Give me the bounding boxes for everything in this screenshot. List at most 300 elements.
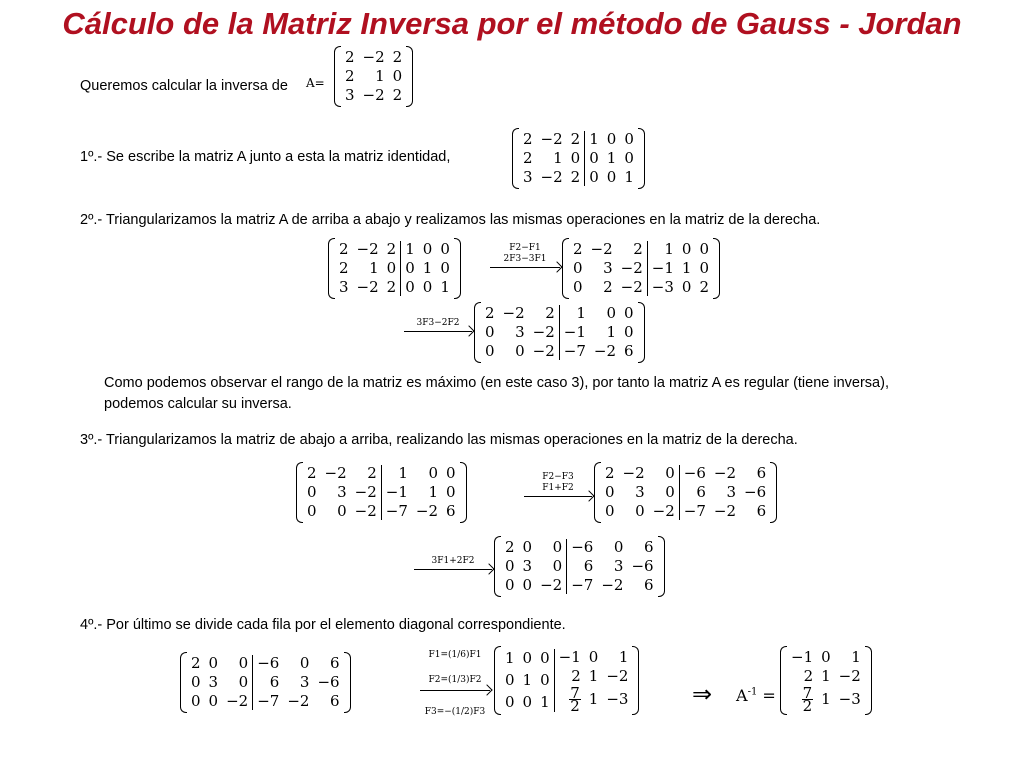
op-step3b: 3F1+2F2 [431,556,475,566]
matrix-cell: 3 [603,259,613,277]
right-bracket [406,46,413,107]
matrix-cell: −2 [354,502,377,520]
matrix-table [567,538,657,595]
matrix-row [501,557,566,576]
op-step3a-2: F1+F2 [542,483,574,493]
matrix-cell: −7 [385,502,408,520]
matrix-cell: 1 [588,667,599,685]
matrix-cell: 0 [422,278,433,296]
matrix-cell: 6 [624,342,634,360]
matrix-table [555,648,633,713]
matrix-row [335,240,400,259]
matrix-row [382,483,460,502]
matrix-cell: −3 [838,690,861,708]
matrix-row [648,240,713,259]
matrix-row [501,648,554,670]
matrix-table [335,240,400,297]
matrix-cell: −2 [713,464,737,482]
matrix-step2-start [328,238,461,299]
matrix-cell: 1 [851,648,861,666]
matrix-cell: 0 [238,673,249,691]
matrix-cell: 1 [369,259,379,277]
right-bracket [865,646,872,715]
matrix-cell: −2 [362,48,385,66]
matrix-cell: 2 [392,48,403,66]
op-step3a-1: F2−F3 [542,472,574,482]
observation-text: Como podemos observar el rango de la matriz es máximo (en este caso 3), por tanto la matriz A es regular (tiene inversa), podemos calcular su inversa. [104,375,889,412]
matrix-step4-start [180,652,351,713]
matrix-cell: 2 [803,667,814,685]
matrix-cell: 0 [208,654,219,672]
matrix-cell: 2 [505,538,515,556]
matrix-cell: 2 [699,278,710,296]
matrix-cell: −2 [540,576,563,594]
matrix-cell: −7 [563,342,586,360]
matrix-cell: 0 [606,130,617,148]
left-bracket [562,238,569,299]
matrix-cell: 3 [208,673,219,691]
matrix-cell: 0 [522,538,533,556]
matrix-cell: 0 [573,278,583,296]
matrix-cell: 0 [624,149,634,167]
matrix-cell: −2 [540,130,563,148]
matrix-step4-end [494,646,639,715]
matrix-table [341,48,406,105]
left-bracket [494,646,501,715]
matrix-cell: 0 [505,576,515,594]
matrix-cell: −2 [590,240,613,258]
matrix-cell: 1 [522,670,533,689]
matrix-row [335,259,400,278]
matrix-table [382,464,460,521]
matrix-table [680,464,770,521]
step3-text: 3º.- Triangularizamos la matriz de abajo a arriba, realizando las mismas operaciones en la matriz de la derecha. [80,432,798,448]
matrix-cell: 2 [603,278,613,296]
matrix-cell: −3 [651,278,674,296]
page-title: Cálculo de la Matriz Inversa por el método de Gauss - Jordan [62,6,962,41]
matrix-cell: 0 [589,168,599,186]
matrix-cell: −3 [606,690,629,708]
matrix-row [401,259,454,278]
left-bracket [180,652,187,713]
matrix-cell: 0 [570,149,581,167]
matrix-cell: −2 [362,86,385,104]
matrix-cell: 0 [446,464,456,482]
matrix-cell: 0 [606,304,617,322]
matrix-cell: 2 [523,130,533,148]
matrix-cell: 2 [339,240,349,258]
left-bracket [512,128,519,189]
matrix-cell: 1 [398,464,408,482]
matrix-cell: −6 [683,464,706,482]
matrix-row [335,278,400,297]
left-bracket [334,46,341,107]
matrix-cell: −6 [631,557,654,575]
matrix-cell: 2 [345,48,355,66]
matrix-row [569,278,647,297]
matrix-step3-start [296,462,467,523]
matrix-cell: 0 [386,259,397,277]
matrix-row [787,686,865,713]
matrix-cell: 6 [330,654,340,672]
matrix-cell: −2 [601,576,624,594]
matrix-cell: 6 [696,483,706,501]
matrix-row [601,502,679,521]
matrix-cell: 0 [422,240,433,258]
matrix-row [187,692,252,711]
matrix-row [601,483,679,502]
matrix-row [555,648,633,667]
matrix-cell: 2 [523,149,533,167]
matrix-cell: −1 [558,648,581,666]
matrix-cell: −1 [563,323,586,341]
matrix-cell: 0 [605,483,615,501]
matrix-row [519,168,584,187]
matrix-cell: 2 [545,304,555,322]
matrix-cell: 6 [756,502,767,520]
matrix-cell: 0 [635,502,645,520]
matrix-cell: −2 [620,278,643,296]
matrix-cell: 0 [522,649,533,668]
matrix-cell: 0 [208,692,219,710]
matrix-cell: 0 [485,342,495,360]
matrix-cell: −7 [683,502,706,520]
matrix-cell: 2 [307,464,317,482]
matrix-cell: 0 [440,240,450,258]
matrix-row [187,654,252,673]
matrix-cell: −2 [593,342,617,360]
matrix-cell: −6 [744,483,767,501]
matrix-cell: 0 [606,168,617,186]
arrow-step3b [414,556,492,570]
matrix-row [569,240,647,259]
matrix-cell: 3 [515,323,525,341]
inverse-exponent: -1 [747,686,758,698]
matrix-cell: −2 [502,304,525,322]
arrow-step4 [420,650,490,718]
matrix-cell: 2 [570,168,581,186]
matrix-step2-mid [562,238,720,299]
matrix-cell: 2 [573,240,583,258]
matrix-cell: −2 [356,278,379,296]
matrix-cell: −2 [838,667,861,685]
matrix-row [303,464,381,483]
matrix-cell: 0 [405,259,415,277]
matrix-cell: 0 [505,670,515,689]
intro-text: Queremos calcular la inversa de [80,78,288,94]
matrix-cell: 2 [571,667,581,685]
matrix-cell: −2 [606,667,629,685]
matrix-cell: 6 [644,576,654,594]
matrix-cell: 0 [665,483,675,501]
matrix-cell: −6 [317,673,340,691]
matrix-step3-end [494,536,665,597]
matrix-inverse [780,646,872,715]
matrix-cell: −1 [385,483,408,501]
matrix-cell: 0 [515,342,525,360]
matrix-cell: −6 [571,538,594,556]
matrix-cell: 0 [588,648,599,666]
matrix-cell: 0 [821,648,831,666]
matrix-cell: −2 [532,342,555,360]
matrix-row [341,86,406,105]
matrix-row [501,691,554,713]
matrix-cell: 0 [505,557,515,575]
matrix-row [187,673,252,692]
left-bracket [474,302,481,363]
matrix-table [787,648,865,713]
matrix-row [555,686,633,713]
matrix-row [519,149,584,168]
step1-text: 1º.- Se escribe la matriz A junto a esta la matriz identidad, [80,149,451,165]
matrix-cell: $\frac{7}{2}$ [802,684,813,715]
matrix-cell: 2 [605,464,615,482]
matrix-cell: 0 [540,670,550,689]
matrix-row [519,130,584,149]
matrix-cell: −2 [324,464,347,482]
matrix-cell: −2 [652,502,675,520]
matrix-table [187,654,252,711]
matrix-cell: 6 [644,538,654,556]
matrix-table [253,654,343,711]
op-step4-3: F3=−(1/2)F3 [424,707,486,717]
matrix-cell: 3 [613,557,624,575]
step2-text: 2º.- Triangularizamos la matriz A de arriba a abajo y realizamos las mismas operaciones en la matriz de la derecha. [80,212,821,228]
matrix-row [648,259,713,278]
matrix-cell: 0 [405,278,415,296]
matrix-cell: 6 [330,692,340,710]
matrix-cell: 1 [422,259,433,277]
matrix-cell: 0 [428,464,439,482]
matrix-cell: 0 [505,692,515,711]
matrix-cell: 2 [386,240,397,258]
matrix-cell: 1 [821,690,831,708]
matrix-cell: 0 [624,304,634,322]
matrix-row [787,667,865,686]
matrix-cell: 1 [606,323,617,341]
matrix-cell: −2 [226,692,249,710]
matrix-cell: 2 [345,67,355,85]
arrow-step2a [490,243,560,268]
matrix-row [680,464,770,483]
matrix-cell: 3 [337,483,347,501]
matrix-cell: 1 [681,259,692,277]
op-step2a-2: 2F3−3F1 [503,254,547,264]
matrix-cell: 1 [440,278,450,296]
inverse-letter: A [736,686,748,705]
matrix-cell: 1 [540,692,550,711]
matrix-row [501,538,566,557]
matrix-cell: 2 [339,259,349,277]
matrix-cell: 1 [664,240,674,258]
matrix-row [501,576,566,595]
matrix-cell: 1 [375,67,385,85]
matrix-cell: 0 [681,240,692,258]
matrix-table [501,538,566,595]
matrix-row [601,464,679,483]
matrix-cell: 0 [540,649,550,668]
matrix-a [334,46,413,107]
step4-text: 4º.- Por último se divide cada fila por el elemento diagonal correspondiente. [80,617,566,633]
matrix-cell: 0 [589,149,599,167]
right-bracket [460,462,467,523]
matrix-row [560,342,638,361]
matrix-cell: 0 [624,323,634,341]
matrix-table [560,304,638,361]
matrix-row [555,667,633,686]
matrix-cell: 0 [699,259,710,277]
matrix-row [303,483,381,502]
matrix-cell: −1 [791,648,814,666]
matrix-cell: 0 [307,483,317,501]
matrix-cell: 1 [588,690,599,708]
right-bracket [454,238,461,299]
matrix-cell: 3 [345,86,355,104]
matrix-cell: −7 [257,692,280,710]
matrix-row [401,278,454,297]
matrix-cell: −2 [540,168,563,186]
matrix-cell: 0 [552,538,563,556]
matrix-augmented [512,128,645,189]
inverse-equals: = [762,686,776,705]
matrix-cell: 3 [522,557,533,575]
matrix-table [519,130,584,187]
matrix-cell: 0 [485,323,495,341]
matrix-cell: 0 [552,557,563,575]
matrix-cell: 0 [624,130,634,148]
matrix-cell: 1 [606,149,617,167]
left-bracket [296,462,303,523]
matrix-cell: 0 [613,538,624,556]
op-step4-2: F2=(1/3)F2 [428,675,482,685]
matrix-row [341,67,406,86]
matrix-cell: 0 [573,259,583,277]
matrix-table [569,240,647,297]
matrix-cell: 0 [392,67,403,85]
left-bracket [328,238,335,299]
matrix-cell: 2 [386,278,397,296]
matrix-row [567,557,657,576]
matrix-row [341,48,406,67]
matrix-cell: 0 [191,692,201,710]
matrix-row [585,149,638,168]
matrix-row [401,240,454,259]
matrix-row [648,278,713,297]
matrix-cell: 0 [522,576,533,594]
matrix-cell: 3 [339,278,349,296]
matrix-row [567,576,657,595]
matrix-cell: 1 [428,483,439,501]
matrix-cell: 3 [726,483,737,501]
matrix-cell: 6 [269,673,280,691]
arrow-step3a [524,472,592,497]
matrix-cell: 0 [681,278,692,296]
matrix-cell: 2 [570,130,581,148]
right-bracket [632,646,639,715]
matrix-cell: −2 [356,240,379,258]
matrix-cell: 0 [522,692,533,711]
right-bracket [770,462,777,523]
matrix-cell: 0 [238,654,249,672]
matrix-cell: 1 [624,168,634,186]
implies-symbol: ⇒ [692,680,713,708]
right-bracket [713,238,720,299]
matrix-row [585,168,638,187]
matrix-table [601,464,679,521]
right-bracket [658,536,665,597]
left-bracket [594,462,601,523]
left-bracket [780,646,787,715]
matrix-row [680,483,770,502]
matrix-table [303,464,381,521]
matrix-cell: 0 [191,673,201,691]
matrix-cell: 6 [583,557,594,575]
matrix-row [253,654,343,673]
matrix-row [585,130,638,149]
matrix-row [382,464,460,483]
matrix-cell: 0 [699,240,710,258]
matrix-cell: 0 [665,464,675,482]
op-step4-1: F1=(1/6)F1 [428,650,482,660]
matrix-row [481,342,559,361]
right-bracket [344,652,351,713]
matrix-row [253,692,343,711]
left-bracket [494,536,501,597]
matrix-row [680,502,770,521]
matrix-cell: 0 [337,502,347,520]
matrix-cell: 3 [635,483,645,501]
matrix-table [401,240,454,297]
matrix-cell: 2 [367,464,377,482]
matrix-row [303,502,381,521]
matrix-row [569,259,647,278]
matrix-cell: 1 [821,667,831,685]
matrix-cell: 0 [307,502,317,520]
matrix-cell: 1 [405,240,415,258]
matrix-cell: −7 [571,576,594,594]
matrix-row [501,670,554,692]
matrix-cell: −2 [532,323,555,341]
matrix-cell: 1 [618,648,629,666]
matrix-row [481,323,559,342]
matrix-cell: 1 [505,649,515,668]
matrix-cell: −2 [287,692,310,710]
matrix-row [567,538,657,557]
matrix-cell: 0 [440,259,450,277]
op-step2b: 3F3−2F2 [416,318,460,328]
matrix-row [560,323,638,342]
matrix-cell: 0 [446,483,456,501]
matrix-cell: 3 [299,673,310,691]
matrix-cell: 0 [605,502,615,520]
matrix-table [648,240,713,297]
matrix-cell: −2 [713,502,737,520]
arrow-step2b [404,318,472,332]
right-bracket [638,128,645,189]
matrix-cell: −2 [415,502,439,520]
matrix-cell: 0 [299,654,310,672]
matrix-row [787,648,865,667]
matrix-cell: −6 [257,654,280,672]
matrix-step2-end [474,302,645,363]
matrix-step3-mid [594,462,777,523]
matrix-cell: −2 [354,483,377,501]
matrix-row [382,502,460,521]
matrix-cell: $\frac{7}{2}$ [570,684,580,715]
matrix-cell: 6 [756,464,767,482]
matrix-row [253,673,343,692]
matrix-cell: 3 [523,168,533,186]
